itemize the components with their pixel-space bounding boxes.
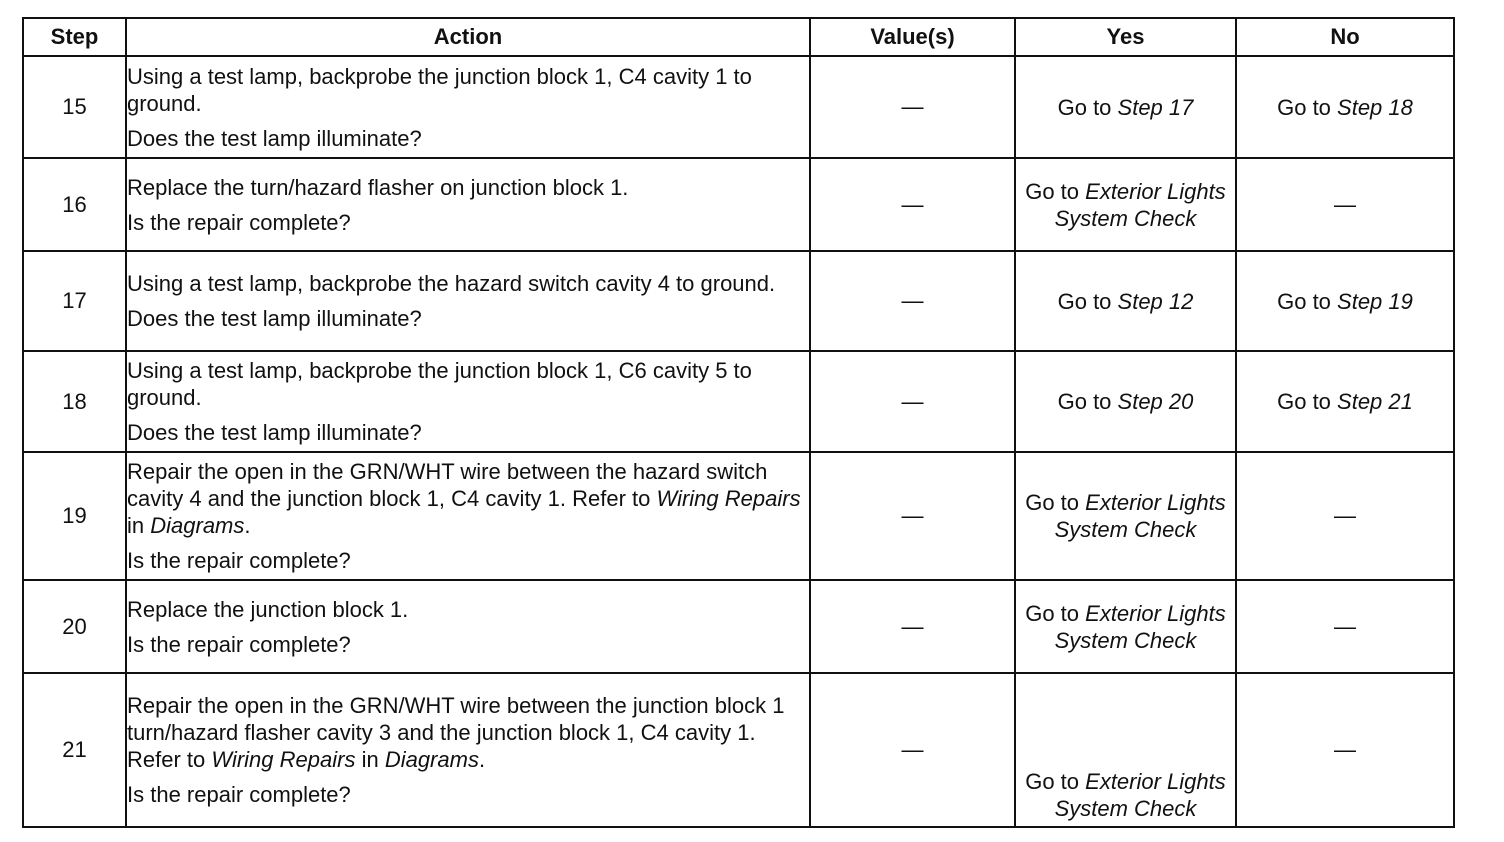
action-instruction: Replace the turn/hazard flasher on junction block 1. [127,174,629,200]
step-number: 20 [23,580,126,673]
yes-cell [1015,580,1236,673]
no-step-ref: Step 21 [1337,389,1413,414]
yes-step-ref: Step 12 [1117,288,1194,314]
action-question: Is the repair complete? [127,209,351,235]
action-instruction: Using a test lamp, backprobe the junction block 1, C6 cavity 5 to ground. [127,358,752,410]
yes-step-ref: Exterior Lights System Check [1054,769,1226,821]
value-cell: — [810,158,1015,251]
header-no: No [1236,18,1454,56]
no-cell: — [1236,580,1454,673]
yes-prefix: Go to [1025,600,1086,626]
action-question: Is the repair complete? [127,631,351,657]
instruction-text: Repair the open in the GRN/WHT wire between the hazard switch cavity 4 and the junction block 1, C4 cavity 1. Refer to [127,459,768,511]
yes-cell [1015,452,1236,580]
action-cell [126,158,810,251]
yes-step-ref: Exterior Lights System Check [1054,600,1226,653]
yes-prefix: Go to [1057,94,1118,120]
no-step-ref: Step 19 [1337,288,1413,314]
yes-prefix: Go to [1057,288,1118,314]
action-cell [126,580,810,673]
no-cell: — [1236,158,1454,251]
step-number: 18 [23,351,126,452]
instruction-text: in [355,747,385,772]
no-prefix: Go to [1277,288,1338,314]
action-cell [126,351,810,452]
table-row [23,158,1454,251]
wiring-repairs-ref: Wiring Repairs [211,747,356,772]
diagnostic-table [22,17,1455,828]
header-step: Step [23,18,126,56]
action-question: Is the repair complete? [127,548,351,573]
header-row [23,18,1454,56]
table-row [23,251,1454,351]
value-cell: — [810,673,1015,827]
action-instruction: Replace the junction block 1. [127,596,409,622]
diagrams-ref: Diagrams [150,513,245,538]
step-number: 19 [23,452,126,580]
instruction-text: . [478,747,486,772]
value-cell: — [810,452,1015,580]
header-yes: Yes [1015,18,1236,56]
yes-prefix: Go to [1025,178,1086,204]
action-question: Does the test lamp illuminate? [127,125,422,151]
yes-prefix: Go to [1057,389,1118,414]
step-number: 17 [23,251,126,351]
no-cell [1236,351,1454,452]
action-cell [126,452,810,580]
action-cell [126,56,810,158]
table-row [23,673,1454,827]
yes-prefix: Go to [1025,490,1086,515]
no-cell [1236,251,1454,351]
instruction-text: Repair the open in the GRN/WHT wire between the junction block 1 turn/hazard flasher cavity 3 and the junction block 1, C4 cavity 1. Refer to [127,693,785,772]
action-question: Is the repair complete? [127,782,351,807]
diagrams-ref: Diagrams [384,747,479,772]
header-action: Action [126,18,810,56]
action-instruction: Using a test lamp, backprobe the junction block 1, C4 cavity 1 to ground. [127,63,752,116]
value-cell: — [810,351,1015,452]
yes-cell [1015,56,1236,158]
header-values: Value(s) [810,18,1015,56]
no-cell [1236,56,1454,158]
step-number: 15 [23,56,126,158]
action-cell [126,673,810,827]
action-instruction [127,692,809,773]
yes-step-ref: Step 17 [1117,94,1194,120]
value-cell: — [810,580,1015,673]
action-instruction [127,458,809,539]
table-row [23,351,1454,452]
yes-step-ref: Exterior Lights System Check [1054,178,1226,231]
wiring-repairs-ref: Wiring Repairs [656,486,801,511]
no-prefix: Go to [1277,389,1338,414]
no-prefix: Go to [1277,94,1338,120]
yes-cell [1015,251,1236,351]
step-number: 21 [23,673,126,827]
action-instruction: Using a test lamp, backprobe the hazard switch cavity 4 to ground. [127,271,776,296]
step-number: 16 [23,158,126,251]
table-row [23,580,1454,673]
value-cell: — [810,251,1015,351]
action-cell [126,251,810,351]
table-row [23,452,1454,580]
yes-cell [1015,158,1236,251]
instruction-text: in [127,513,151,538]
action-question: Does the test lamp illuminate? [127,420,422,445]
yes-cell [1015,673,1236,827]
table-row [23,56,1454,158]
no-step-ref: Step 18 [1337,94,1413,120]
action-question: Does the test lamp illuminate? [127,306,422,331]
yes-step-ref: Exterior Lights System Check [1054,490,1226,542]
value-cell: — [810,56,1015,158]
yes-prefix: Go to [1025,769,1086,794]
instruction-text: . [244,513,251,538]
no-cell: — [1236,452,1454,580]
yes-step-ref: Step 20 [1117,389,1194,414]
yes-cell [1015,351,1236,452]
no-cell: — [1236,673,1454,827]
